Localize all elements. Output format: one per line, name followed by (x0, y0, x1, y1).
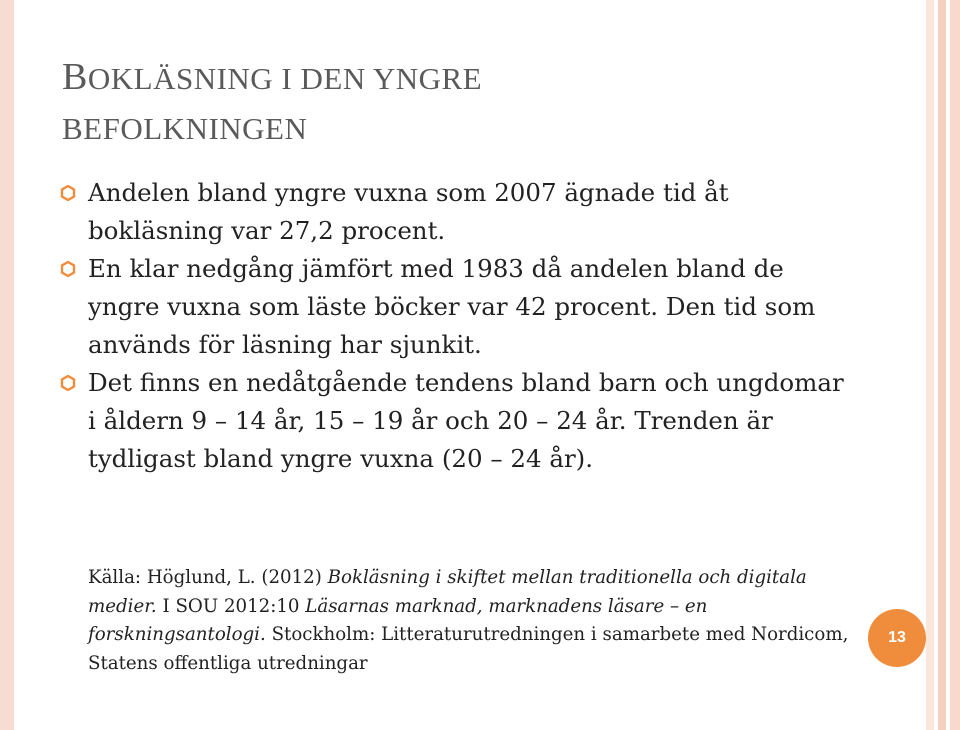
source-middle: I SOU 2012:10 (156, 595, 306, 617)
page-number: 13 (888, 629, 906, 646)
source-citation (88, 564, 858, 678)
source-prefix: Källa: Höglund, L. (2012) (88, 567, 328, 588)
right-decorative-stripes (926, 0, 960, 730)
bullet-text-3: Det finns en nedåtgående tendens bland barn och ungdomar i åldern 9 – 14 år, 15 – 19 år och 20 – 24 år. Trenden är tydligast bland yngre vuxna (20 – 24 år). (88, 368, 844, 473)
bullet-text-1: Andelen bland yngre vuxna som 2007 ägnade tid åt bokläsning var 27,2 procent. (88, 178, 729, 245)
source-series-title: Läsarnas marknad, marknadens läsare – en forskningsantologi. (88, 595, 708, 645)
bullet-item-2 (60, 250, 850, 364)
left-decorative-bar (0, 0, 14, 730)
source-suffix: Stockholm: Litteraturutredningen i samarbete med Nordicom, Statens offentliga utredningar (88, 624, 849, 674)
source-book-title: Bokläsning i skiftet mellan traditionella och digitala medier. (88, 567, 807, 617)
bullet-item-3 (60, 364, 850, 478)
slide-title (62, 52, 482, 154)
hexagon-bullet-icon (60, 375, 76, 391)
title-line2: BEFOLKNINGEN (62, 111, 308, 146)
hexagon-bullet-icon (60, 185, 76, 201)
title-line1-rest: OKLÄSNING I DEN YNGRE (87, 61, 483, 96)
bullet-list (60, 174, 850, 478)
hexagon-bullet-icon (60, 261, 76, 277)
bullet-item-1 (60, 174, 850, 250)
bullet-text-2: En klar nedgång jämfört med 1983 då andelen bland de yngre vuxna som läste böcker var 42 procent. Den tid som används för läsning har sjunkit. (88, 254, 816, 359)
page-number-badge (868, 609, 926, 667)
title-initial: B (62, 56, 88, 98)
